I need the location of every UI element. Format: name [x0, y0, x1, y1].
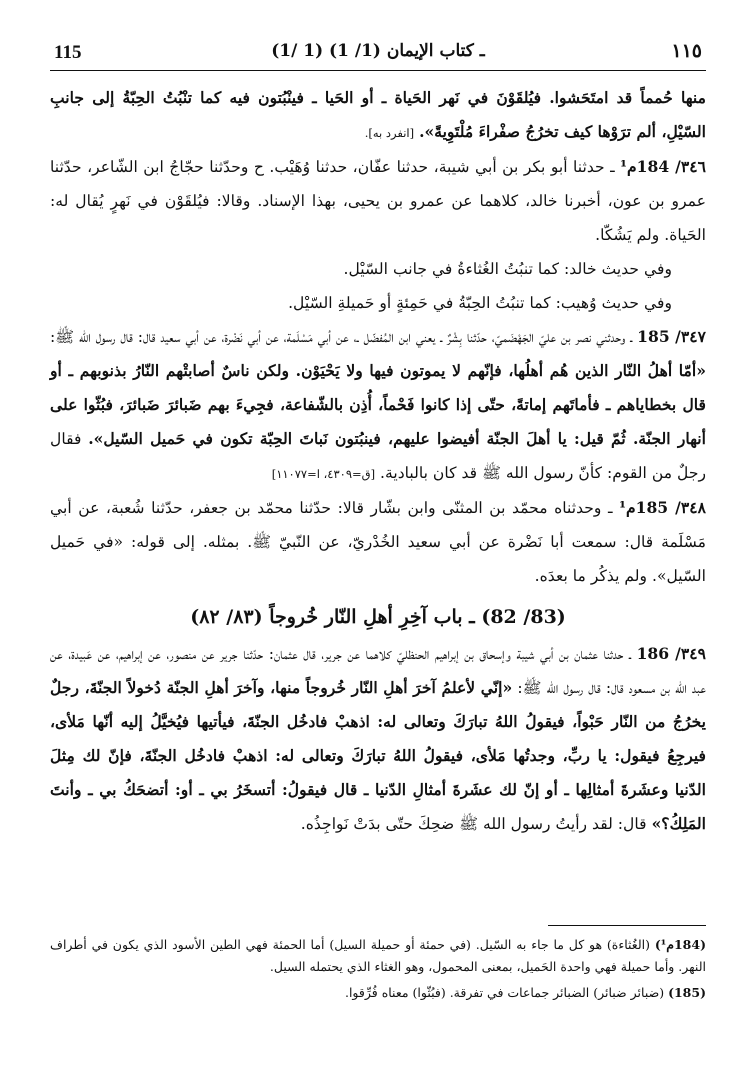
hadith-number: ٣٤٨/ 185م¹	[619, 498, 707, 517]
hadith-348	[50, 491, 706, 593]
hadith-349	[50, 637, 706, 841]
continuation-paragraph	[50, 81, 706, 150]
footnote-key: (184م¹)	[654, 937, 706, 952]
hadith-346	[50, 150, 706, 252]
variant-note: وفي حديث وُهيب: كما تنبُتُ الحِبّةُ في حَمِئةٍ أو حَميلةِ السّيْل.	[288, 294, 672, 312]
footnote	[50, 982, 706, 1004]
hadith-tail: فقال رجلٌ من القوم: كأنّ رسول الله ﷺ قد كان بالبادية.	[50, 430, 706, 482]
chapter-heading: (83/ 82) ـ باب آخِرِ أهلِ النّار خُروجاً (٨٣/ ٨٢)	[190, 606, 566, 628]
page-header	[50, 36, 706, 71]
isnad-chain: ـ حدثنا أبو بكر بن أبي شيبة، حدثنا عفّان، حدثنا وُهَيْب. ح وحدّثنا حجّاجُ ابن الشّاعر، حدّثنا عمرو بن عون، أخبرنا خالد، كلاهما عن عمرو بن يحيى، بهذا الإسناد. وقالا: فيُلقَوْن في نَهرٍ يُقال له: الحَياة. ولم يَشُكّا.	[50, 158, 706, 244]
footnote-text: (الغُثاءة) هو كل ما جاء به السّيل. (في حمئة أو حميلة السيل) أما الحمئة فهي الطين الأسود الذي يكون في أطراف النهر. وأما حميلة فهي واحدة الحَميل، بمعنى المحمول، وهو الغثاء الذي يحتمله السيل.	[50, 937, 706, 974]
hadith-number: ٣٤٦/ 184م¹	[620, 157, 707, 176]
hadith-number: ٣٤٩/ 186	[636, 644, 706, 663]
footnote-key: (185)	[668, 985, 706, 1000]
footnote-divider	[548, 925, 706, 926]
footnote	[50, 934, 706, 978]
page-number-latin: 115	[54, 42, 82, 63]
isnad-chain: ـ وحدثني نصر بن عليّ الجَهْضَميّ، حدّثنا بِشْرٌ ـ يعني ابن المُفضّل ـ، عن أبي مَسْلَمة، عن أبي نَضْرة، عن أبي سعيد قال: قال رسول الله ﷺ:	[50, 328, 638, 346]
footnotes	[50, 925, 706, 1008]
isnad-chain: ـ حدثنا عثمان بن أبي شيبة وإسحاق بن إبراهيم الحنظليّ كلاهما عن جرير، قال عثمان: حدّثنا جرير عن منصور، عن إبراهيم، عن عَبيدة، عن عبد الله بن مسعود قال: قال رسول الله ﷺ:	[50, 645, 706, 697]
footnote-text: (ضبائر ضبائر) الضبائر جماعات في تفرقة. (فبُثّوا) معناه فُرِّقوا.	[344, 985, 669, 1000]
hadith-matn: «أمّا أهلُ النّار الذين هُم أهلُها، فإنّهم لا يموتون فيها ولا يَحْيَوْن. ولكن ناسٌ أصابتْهم النّارُ بذنوبهم ـ أو قال بخطاياهم ـ فأماتَهم إماتةً، حتّى إذا كانوا فَحْماً، أُذِن بالشّفاعة، فجِيءَ بهم ضَبائرَ ضَبائرَ، فبُثّوا على أنهار الجنّة. ثُمّ قيل: يا أهلَ الجنّة أفيضوا عليهم، فينبُتون نَباتَ الحِبّة تكون في حَميل السّيل».	[50, 361, 706, 448]
hadith-tail: قال: لقد رأيتُ رسول الله ﷺ ضحِكَ حتّى بدَتْ نَواجِذُه.	[300, 815, 652, 833]
hadith-number: ٣٤٧/ 185	[637, 327, 707, 346]
source-reference: [ق=٤٣٠٩، ا=١١٠٧٧]	[271, 467, 376, 481]
running-title: (1/ 1) ـ كتاب الإيمان (1/ 1)	[271, 41, 485, 61]
variant-note: وفي حديث خالد: كما تنبُتُ الغُثاءةُ في جانب السّيْل.	[343, 260, 672, 278]
hadith-matn: منها حُمماً قد امتَحَشوا. فيُلقَوْنَ في نَهر الحَياة ـ أو الحَيا ـ فينْبُتون فيه كما تنْبُتُ الحِبّةُ إلى جانبِ السّيْلِ، ألم ترَوْها كيف تخرُجُ صفْراءَ مُلْتَوِيةً».	[50, 88, 706, 141]
source-reference: [انفرد به].	[364, 126, 415, 140]
hadith-matn: «إنّي لأعلمُ آخرَ أهلِ النّار خُروجاً منها، وآخرَ أهلِ الجنّة دُخولاً الجنّةَ، رجلٌ يخرُجُ من النّار حَبْواً، فيقولُ اللهُ تبارَكَ وتعالى له: اذهبْ فادخُل الجنّةَ، فيأتيها فيُخيَّلُ إليه أنّها مَلأى، فيرجِعُ فيقول: يا ربِّ، وجدتُها مَلأى، فيقولُ اللهُ تبارَكَ وتعالى له: اذهبْ فادخُل الجنّةَ، فإنّ لك مِثلَ الدّنيا وعشَرةَ أمثالِها ـ أو إنّ لك عشَرةَ أمثالِ الدّنيا ـ قال فيقولُ: أتسخَرُ بي ـ أو: أتضحَكُ بي ـ وأنتَ المَلِكُ؟»	[50, 678, 706, 833]
hadith-347	[50, 320, 706, 491]
isnad-chain: ـ وحدثناه محمّد بن المثنّى وابن بشّار قالا: حدّثنا محمّد بن جعفر، حدّثنا شُعبة، عن أبي مَسْلَمة قال: سمعت أبا نَضْرة عن أبي سعيد الخُدْريّ، عن النّبيّ ﷺ. بمثله. إلى قوله: «في حَميل السّيل». ولم يذكُر ما بعدَه.	[50, 499, 706, 585]
page-number-arabic: ١١٥	[671, 40, 702, 62]
main-text	[50, 81, 706, 841]
